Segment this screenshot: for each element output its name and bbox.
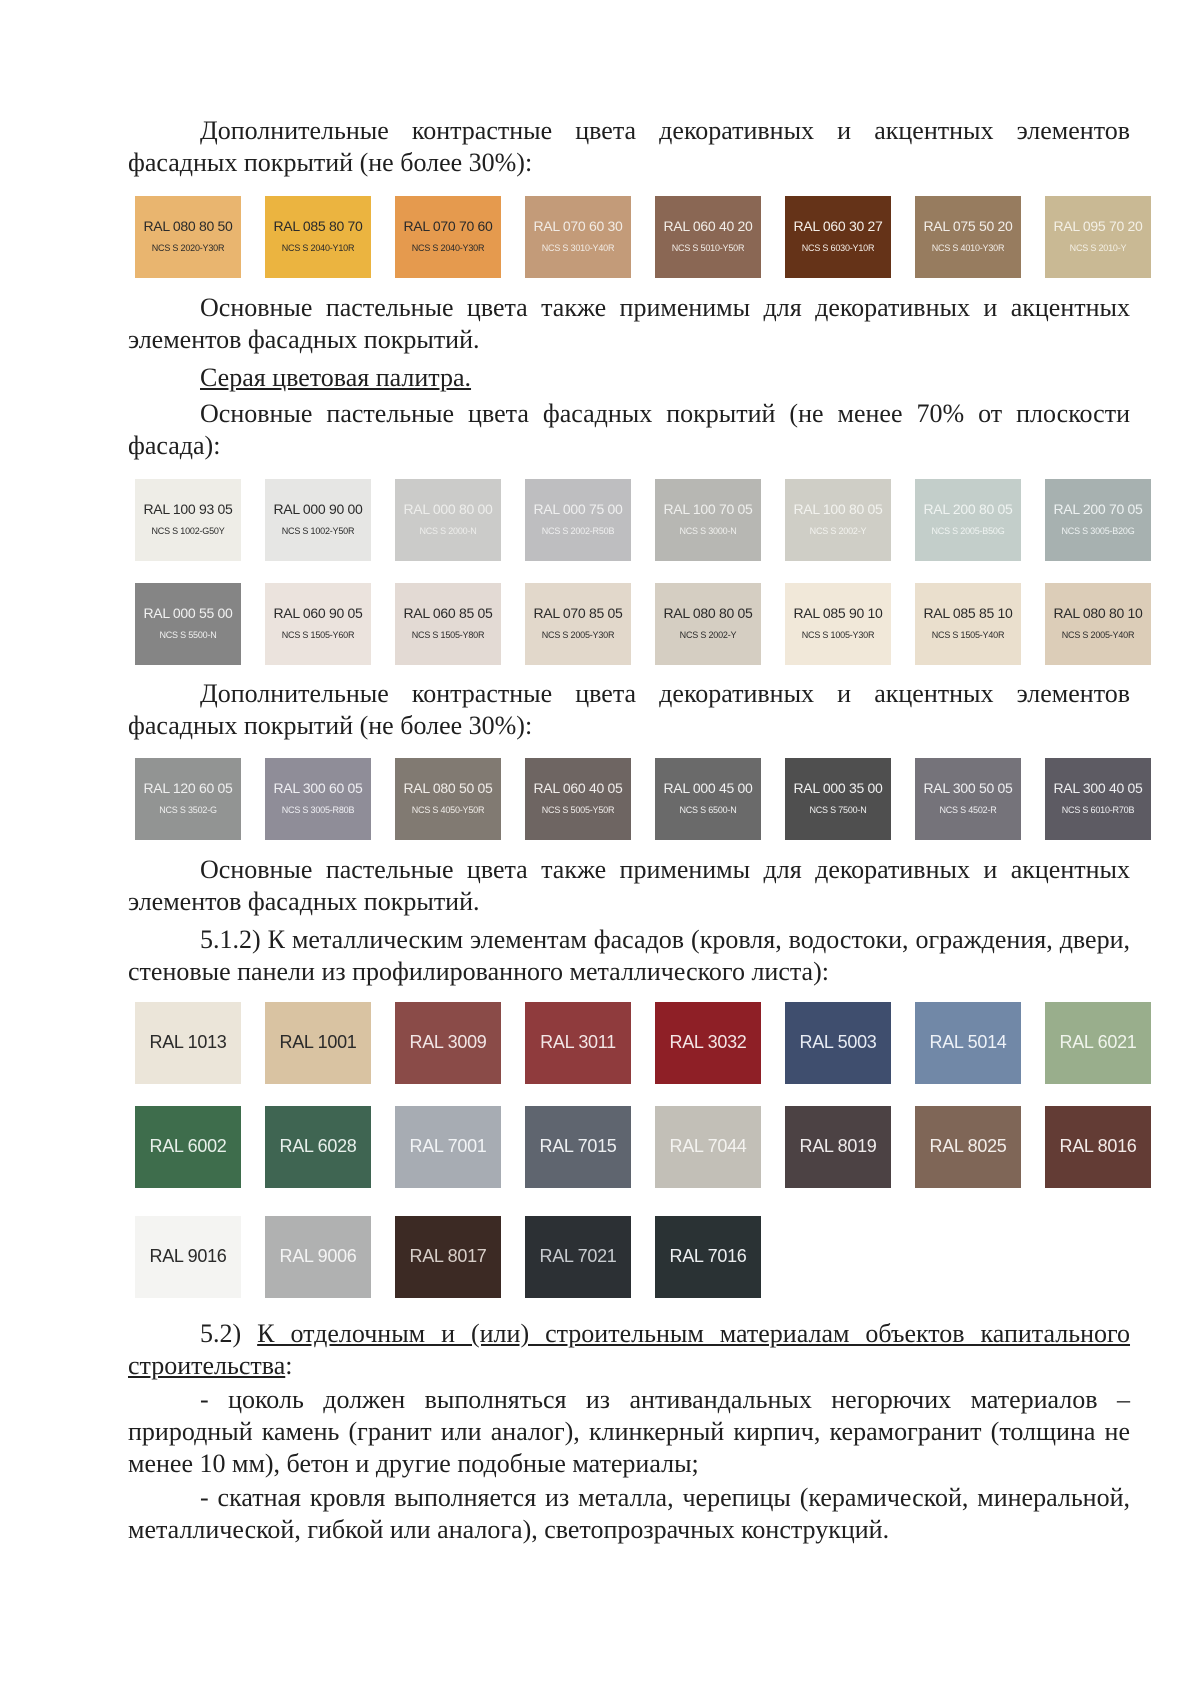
swatch-ral-code: RAL 060 30 27 — [793, 218, 883, 234]
swatch-ral-code: RAL 3032 — [669, 1032, 747, 1052]
swatch-ncs-code: NCS S 5010-Y50R — [671, 243, 745, 253]
swatch-ral-code: RAL 060 40 20 — [663, 218, 753, 234]
color-swatch — [525, 1216, 631, 1298]
swatch-ral-code: RAL 300 50 05 — [923, 780, 1013, 796]
swatch-ncs-code: NCS S 4502-R — [939, 805, 997, 815]
paragraph-grey-main-intro: Основные пастельные цвета фасадных покрытий (не менее 70% от плоскости фасада): — [128, 399, 1130, 460]
color-swatch — [395, 1216, 501, 1298]
color-swatch — [395, 1002, 501, 1084]
color-swatch — [655, 196, 761, 278]
color-swatch — [265, 196, 371, 278]
swatch-ncs-code: NCS S 3005-R80B — [281, 805, 355, 815]
color-swatch — [265, 758, 371, 840]
color-swatch — [785, 196, 891, 278]
swatch-ncs-code: NCS S 1002-Y50R — [281, 526, 355, 536]
swatch-ncs-code: NCS S 6500-N — [679, 805, 737, 815]
color-swatch — [395, 758, 501, 840]
color-swatch — [135, 1216, 241, 1298]
swatch-ral-code: RAL 5014 — [929, 1032, 1007, 1052]
color-swatch — [1045, 1106, 1151, 1188]
swatch-ral-code: RAL 060 40 05 — [533, 780, 623, 796]
color-swatch — [135, 1106, 241, 1188]
color-swatch — [915, 1002, 1021, 1084]
swatch-ncs-code: NCS S 5500-N — [159, 630, 217, 640]
swatch-ral-code: RAL 070 85 05 — [533, 605, 623, 621]
swatch-ral-code: RAL 095 70 20 — [1053, 218, 1143, 234]
section-heading-grey-palette: Серая цветовая палитра. — [200, 363, 472, 392]
color-swatch — [135, 196, 241, 278]
swatch-ral-code: RAL 080 50 05 — [403, 780, 493, 796]
section-title-colon: : — [285, 1351, 293, 1380]
swatch-ncs-code: NCS S 2005-Y40R — [1061, 630, 1135, 640]
color-swatch — [525, 583, 631, 665]
swatch-ncs-code: NCS S 4010-Y30R — [931, 243, 1005, 253]
paragraph-grey-accent-intro: Дополнительные контрастные цвета декоративных и акцентных элементов фасадных покрытий (не более 30%): — [128, 679, 1130, 740]
swatch-ral-code: RAL 9016 — [149, 1246, 227, 1266]
paragraph-metal-elements: 5.1.2) К металлическим элементам фасадов (кровля, водостоки, ограждения, двери, стеновые панели из профилированного металлического листа): — [128, 925, 1130, 986]
swatch-ral-code: RAL 3011 — [540, 1032, 616, 1052]
color-swatch — [785, 758, 891, 840]
swatch-ncs-code: NCS S 7500-N — [809, 805, 867, 815]
color-swatch — [395, 196, 501, 278]
color-swatch — [915, 583, 1021, 665]
swatch-ncs-code: NCS S 3005-B20G — [1061, 526, 1135, 536]
swatch-ncs-code: NCS S 1505-Y60R — [281, 630, 355, 640]
swatch-ncs-code: NCS S 2010-Y — [1069, 243, 1127, 253]
color-swatch — [395, 583, 501, 665]
swatch-ral-code: RAL 5003 — [799, 1032, 877, 1052]
swatch-ral-code: RAL 000 55 00 — [143, 605, 233, 621]
paragraph-pastel-note-1: Основные пастельные цвета также применимы для декоративных и акцентных элементов фасадных покрытий. — [128, 293, 1130, 354]
swatch-ral-code: RAL 200 70 05 — [1053, 501, 1143, 517]
color-swatch — [135, 479, 241, 561]
swatch-ncs-code: NCS S 1505-Y40R — [931, 630, 1005, 640]
swatch-ncs-code: NCS S 2020-Y30R — [151, 243, 225, 253]
color-swatch — [915, 758, 1021, 840]
color-swatch — [265, 1002, 371, 1084]
color-swatch — [915, 196, 1021, 278]
paragraph-materials-heading — [128, 1318, 1130, 1382]
swatch-ral-code: RAL 075 50 20 — [923, 218, 1013, 234]
swatch-ral-code: RAL 000 45 00 — [663, 780, 753, 796]
color-swatch — [1045, 479, 1151, 561]
swatch-ral-code: RAL 8016 — [1059, 1136, 1137, 1156]
swatch-ral-code: RAL 6028 — [279, 1136, 357, 1156]
swatch-ral-code: RAL 1001 — [279, 1032, 357, 1052]
paragraph-roof-requirement: - скатная кровля выполняется из металла, черепицы (керамической, минеральной, металлической, гибкой или аналога), светопрозрачных конструкций. — [128, 1483, 1130, 1544]
swatch-ral-code: RAL 8019 — [799, 1136, 877, 1156]
color-swatch — [265, 1106, 371, 1188]
paragraph-pastel-note-2: Основные пастельные цвета также применимы для декоративных и акцентных элементов фасадных покрытий. — [128, 855, 1130, 916]
swatch-ncs-code: NCS S 5005-Y50R — [541, 805, 615, 815]
swatch-ncs-code: NCS S 1005-Y30R — [801, 630, 875, 640]
color-swatch — [265, 479, 371, 561]
color-swatch — [915, 1106, 1021, 1188]
swatch-ral-code: RAL 3009 — [409, 1032, 487, 1052]
swatch-ncs-code: NCS S 2002-R50B — [541, 526, 615, 536]
swatch-ncs-code: NCS S 3502-G — [159, 805, 217, 815]
swatch-ral-code: RAL 100 93 05 — [143, 501, 233, 517]
section-number: 5.2) — [200, 1319, 242, 1348]
swatch-ral-code: RAL 080 80 10 — [1053, 605, 1143, 621]
swatch-ncs-code: NCS S 2040-Y30R — [411, 243, 485, 253]
swatch-ral-code: RAL 1013 — [149, 1032, 227, 1052]
swatch-ral-code: RAL 300 60 05 — [273, 780, 363, 796]
color-swatch — [1045, 1002, 1151, 1084]
swatch-ral-code: RAL 200 80 05 — [923, 501, 1013, 517]
color-swatch — [395, 479, 501, 561]
color-swatch — [265, 1216, 371, 1298]
swatch-ral-code: RAL 7021 — [539, 1246, 617, 1266]
section-title: К отделочным и (или) строительным материалам объектов капитального строительства — [128, 1319, 1131, 1380]
color-swatch — [135, 1002, 241, 1084]
swatch-ral-code: RAL 070 60 30 — [533, 218, 623, 234]
swatch-ncs-code: NCS S 3010-Y40R — [541, 243, 615, 253]
color-swatch — [525, 758, 631, 840]
swatch-ncs-code: NCS S 2005-Y30R — [541, 630, 615, 640]
swatch-ral-code: RAL 100 80 05 — [793, 501, 883, 517]
color-swatch — [785, 583, 891, 665]
swatch-ral-code: RAL 000 35 00 — [793, 780, 883, 796]
swatch-ncs-code: NCS S 2002-Y — [809, 526, 867, 536]
swatch-ral-code: RAL 7015 — [539, 1136, 617, 1156]
swatch-ral-code: RAL 7016 — [669, 1246, 747, 1266]
color-swatch — [655, 583, 761, 665]
swatch-ral-code: RAL 000 90 00 — [273, 501, 363, 517]
swatch-ral-code: RAL 6002 — [149, 1136, 227, 1156]
swatch-ral-code: RAL 100 70 05 — [663, 501, 753, 517]
paragraph-plinth-requirement: - цоколь должен выполняться из антивандальных негорючих материалов – природный камень (гранит или аналог), клинкерный кирпич, керамогранит (толщина не менее 10 мм), бетон и другие подобные материалы; — [128, 1385, 1130, 1478]
swatch-ncs-code: NCS S 2000-N — [419, 526, 477, 536]
swatch-ral-code: RAL 000 75 00 — [533, 501, 623, 517]
swatch-ral-code: RAL 7001 — [409, 1136, 487, 1156]
color-swatch — [525, 1106, 631, 1188]
paragraph-warm-accent-intro: Дополнительные контрастные цвета декоративных и акцентных элементов фасадных покрытий (не более 30%): — [128, 116, 1130, 177]
color-swatch — [525, 479, 631, 561]
swatch-ral-code: RAL 8025 — [929, 1136, 1007, 1156]
color-swatch — [1045, 758, 1151, 840]
color-swatch — [135, 758, 241, 840]
swatch-ncs-code: NCS S 2002-Y — [679, 630, 737, 640]
swatch-ncs-code: NCS S 4050-Y50R — [411, 805, 485, 815]
swatch-ral-code: RAL 7044 — [669, 1136, 747, 1156]
swatch-ncs-code: NCS S 2005-B50G — [931, 526, 1005, 536]
color-swatch — [785, 1002, 891, 1084]
color-swatch — [655, 1106, 761, 1188]
swatch-ral-code: RAL 060 85 05 — [403, 605, 493, 621]
swatch-ncs-code: NCS S 2040-Y10R — [281, 243, 355, 253]
color-swatch — [265, 583, 371, 665]
color-swatch — [525, 1002, 631, 1084]
swatch-ncs-code: NCS S 6010-R70B — [1061, 805, 1135, 815]
swatch-ral-code: RAL 8017 — [409, 1246, 487, 1266]
color-swatch — [785, 1106, 891, 1188]
color-swatch — [655, 1216, 761, 1298]
swatch-ncs-code: NCS S 6030-Y10R — [801, 243, 875, 253]
swatch-ncs-code: NCS S 3000-N — [679, 526, 737, 536]
swatch-ral-code: RAL 085 85 10 — [923, 605, 1013, 621]
swatch-ncs-code: NCS S 1505-Y80R — [411, 630, 485, 640]
swatch-ral-code: RAL 080 80 05 — [663, 605, 753, 621]
color-swatch — [525, 196, 631, 278]
color-swatch — [785, 479, 891, 561]
color-swatch — [395, 1106, 501, 1188]
color-swatch — [1045, 583, 1151, 665]
swatch-ral-code: RAL 085 80 70 — [273, 218, 363, 234]
color-swatch — [655, 758, 761, 840]
color-swatch — [135, 583, 241, 665]
swatch-ral-code: RAL 080 80 50 — [143, 218, 233, 234]
color-swatch — [655, 479, 761, 561]
swatch-ral-code: RAL 085 90 10 — [793, 605, 883, 621]
swatch-ral-code: RAL 120 60 05 — [143, 780, 233, 796]
swatch-ral-code: RAL 9006 — [279, 1246, 357, 1266]
color-swatch — [655, 1002, 761, 1084]
color-swatch — [915, 479, 1021, 561]
swatch-ral-code: RAL 000 80 00 — [403, 501, 493, 517]
swatch-ral-code: RAL 060 90 05 — [273, 605, 363, 621]
swatch-ral-code: RAL 300 40 05 — [1053, 780, 1143, 796]
color-swatch — [1045, 196, 1151, 278]
swatch-ncs-code: NCS S 1002-G50Y — [151, 526, 225, 536]
swatch-ral-code: RAL 6021 — [1059, 1032, 1137, 1052]
swatch-ral-code: RAL 070 70 60 — [403, 218, 493, 234]
